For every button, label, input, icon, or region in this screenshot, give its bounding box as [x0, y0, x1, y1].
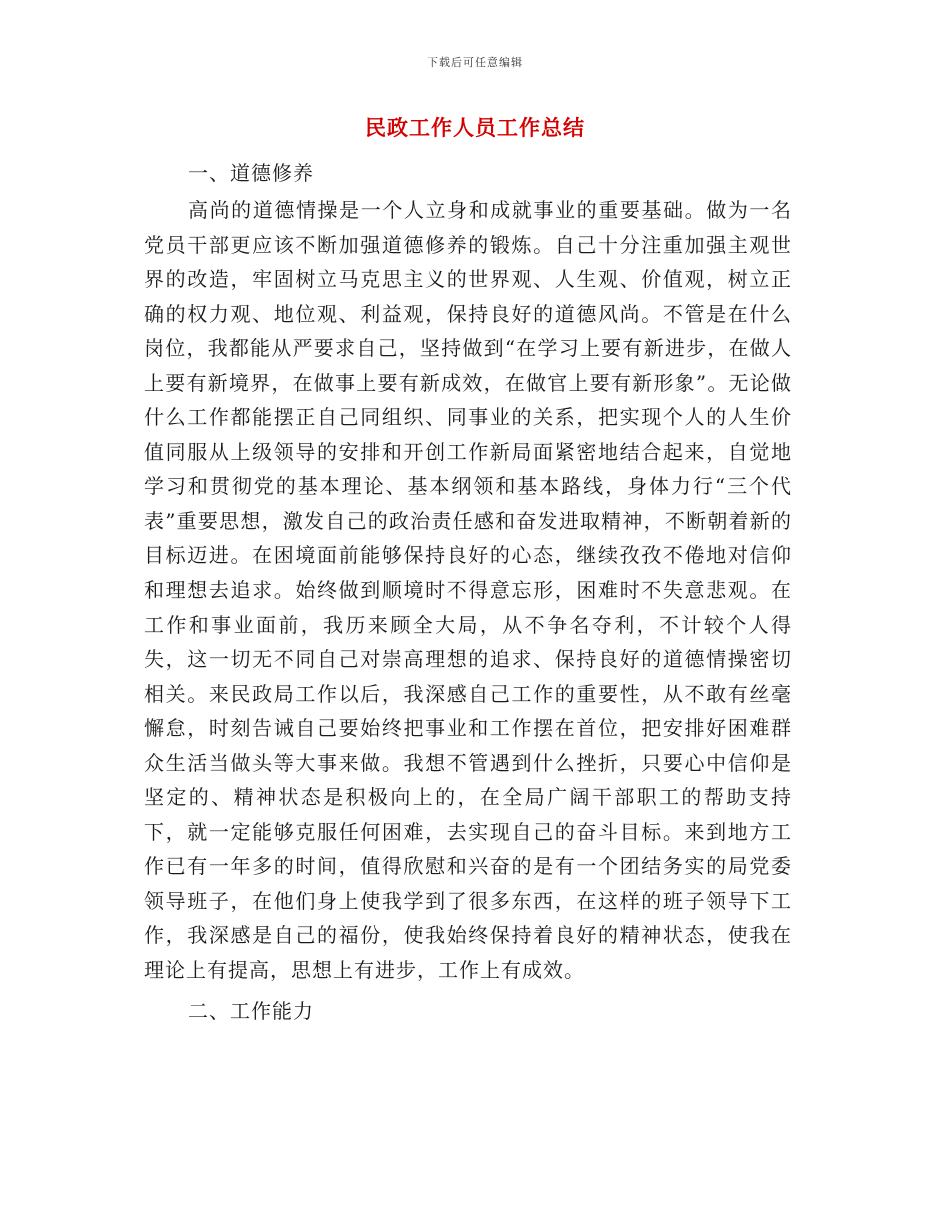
section-heading-work-ability: 二、工作能力	[188, 998, 314, 1023]
header-note: 下载后可任意编辑	[427, 56, 523, 69]
document-title: 民政工作人员工作总结	[365, 115, 585, 140]
section-paragraph-moral-cultivation: 高尚的道德情操是一个人立身和成就事业的重要基础。做为一名党员干部更应该不断加强道德修养的锻炼。自己十分注重加强主观世界的改造，牢固树立马克思主义的世界观、人生观、价值观，树立正确的权力观、地位观、利益观，保持良好的道德风尚。不管是在什么岗位，我都能从严要求自己，坚持做到“在学习上要有新进步，在做人上要有新境界，在做事上要有新成效，在做官上要有新形象”。无论做什么工作都能摆正自己同组织、同事业的关系，把实现个人的人生价值同服从上级领导的安排和开创工作新局面紧密地结合起来，自觉地学习和贯彻党的基本理论、基本纲领和基本路线，身体力行“三个代表”重要思想，激发自己的政治责任感和奋发进取精神，不断朝着新的目标迈进。在困境面前能够保持良好的心态，继续孜孜不倦地对信仰和理想去追求。始终做到顺境时不得意忘形，困难时不失意悲观。在工作和事业面前，我历来顾全大局，从不争名夺利，不计较个人得失，这一切无不同自己对崇高理想的追求、保持良好的道德情操密切相关。来民政局工作以后，我深感自己工作的重要性，从不敢有丝毫懈怠，时刻告诫自己要始终把事业和工作摆在首位，把安排好困难群众生活当做头等大事来做。我想不管遇到什么挫折，只要心中信仰是坚定的、精神状态是积极向上的，在全局广阔干部职工的帮助支持下，就一定能够克服任何困难，去实现自己的奋斗目标。来到地方工作已有一年多的时间，值得欣慰和兴奋的是有一个团结务实的局党委领导班子，在他们身上使我学到了很多东西，在这样的班子领导下工作，我深感是自己的福份，使我始终保持着良好的精神状态，使我在理论上有提高，思想上有进步，工作上有成效。	[144, 198, 792, 983]
section-heading-moral-cultivation: 一、道德修养	[188, 161, 314, 185]
document-body	[144, 156, 792, 1029]
